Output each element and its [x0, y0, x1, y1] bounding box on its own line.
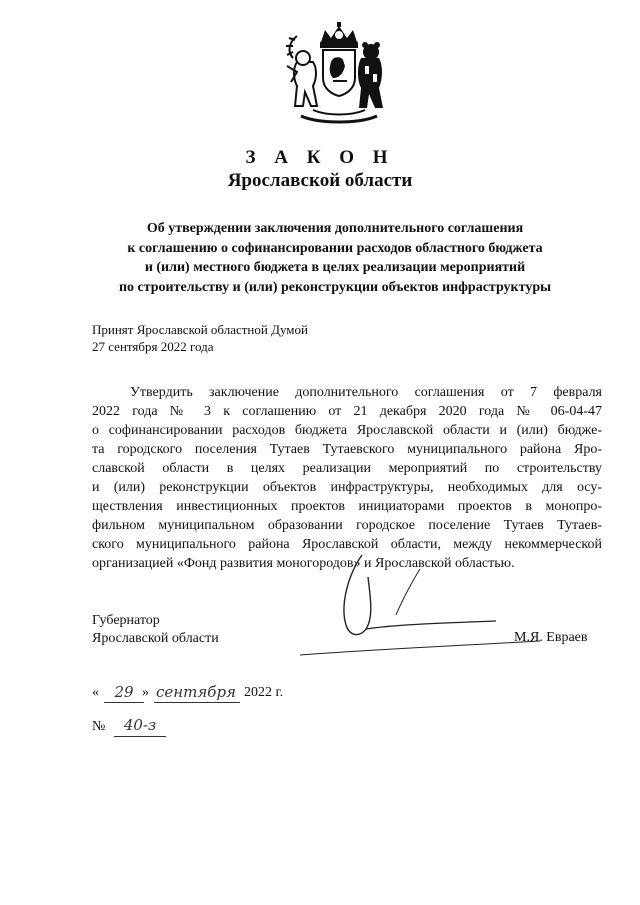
law-region: Ярославской области [227, 170, 413, 191]
signing-date [92, 683, 352, 705]
body-line: 2022 года № 3 к соглашению от 21 декабря 2020 года № 06-04-47 [92, 404, 602, 419]
date-day: 29 [114, 683, 134, 701]
governor-name: М.Я. Евраев [514, 630, 588, 645]
governor-position [92, 612, 219, 648]
subject-line: по строительству и (или) реконструкции объектов инфраструктуры [118, 279, 552, 295]
date-open-quote: « [92, 685, 99, 700]
body-line: та городского поселения Тутаев Тутаевского муниципального района Яро- [92, 442, 602, 457]
law-title: З А К О Н [245, 147, 395, 168]
number-label: № [92, 719, 106, 734]
number-value: 40-з [123, 716, 157, 734]
adoption-body: Принят Ярославской областной Думой [92, 322, 308, 337]
subject-line: Об утверждении заключения дополнительного соглашения [146, 221, 524, 236]
law-number [92, 716, 212, 746]
law-subject [60, 219, 610, 297]
body-line: и (или) реконструкции объектов инфраструктуры, необходимых для осу- [92, 480, 602, 495]
subject-line: и (или) местного бюджета в целях реализации мероприятий [144, 260, 526, 275]
body-line: организацией «Фонд развития моногородов» и Ярославской областью. [92, 556, 515, 571]
handwritten-signature [300, 545, 630, 675]
date-month: сентября [155, 683, 236, 701]
body-line: о софинансировании расходов бюджета Ярославской области и (или) бюдже- [92, 423, 602, 438]
date-year: 2022 г. [244, 685, 284, 700]
governor-region: Ярославской области [92, 631, 219, 646]
body-line: Утвердить заключение дополнительного соглашения от 7 февраля [130, 385, 602, 400]
yaroslavl-coat-of-arms-icon [283, 22, 395, 128]
adoption-note [92, 321, 308, 355]
body-line: фильном муниципальном образовании городское поселение Тутаев Тутаев- [92, 518, 602, 533]
date-close-quote: » [142, 685, 149, 700]
governor-title: Губернатор [92, 613, 160, 628]
subject-line: к соглашению о софинансировании расходов областного бюджета [127, 240, 543, 256]
body-line: славской области в целях реализации мероприятий по строительству [92, 461, 602, 476]
body-line: ского муниципального района Ярославской области, между некоммерческой [92, 537, 602, 552]
body-line: ществления инвестиционных проектов инициаторами проектов в монопро- [92, 499, 602, 514]
adoption-date: 27 сентября 2022 года [92, 339, 214, 354]
